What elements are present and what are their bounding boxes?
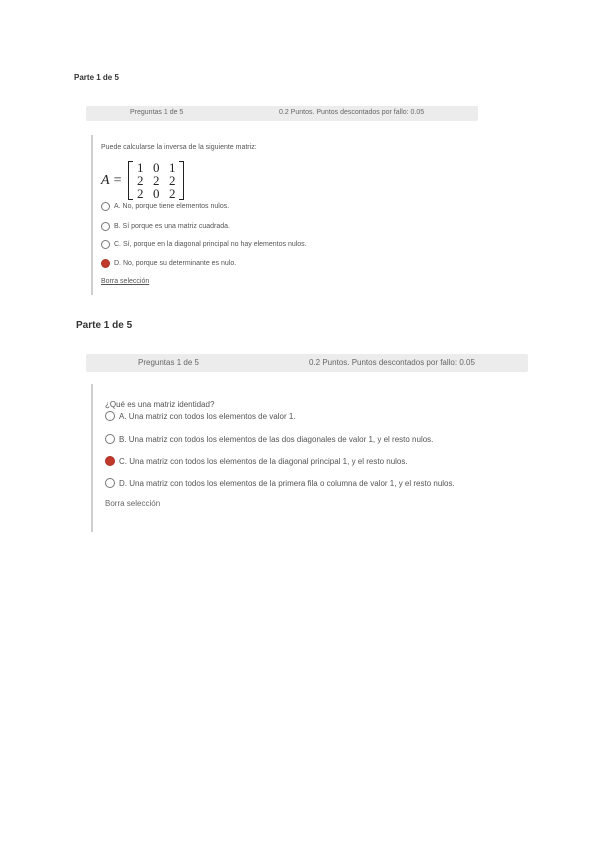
- question-header: [86, 354, 528, 372]
- answer-option-a[interactable]: [105, 411, 296, 421]
- option-label: A. No, porque tiene elementos nulos.: [114, 203, 230, 210]
- question-prompt: ¿Qué es una matriz identidad?: [105, 400, 215, 409]
- answer-option-c[interactable]: [105, 456, 408, 466]
- answer-option-a[interactable]: [101, 202, 229, 211]
- radio-button[interactable]: [105, 434, 115, 444]
- radio-button[interactable]: [105, 456, 115, 466]
- question-header: [86, 106, 478, 121]
- answer-option-b[interactable]: [101, 222, 230, 231]
- question-points: 0.2 Puntos. Puntos descontados por fallo: 0.05: [279, 109, 425, 116]
- question-points: 0.2 Puntos. Puntos descontados por fallo: 0.05: [309, 358, 475, 367]
- option-label: C. Sí, porque en la diagonal principal no hay elementos nulos.: [114, 241, 307, 248]
- radio-button[interactable]: [101, 222, 110, 231]
- option-label: A. Una matriz con todos los elementos de valor 1.: [119, 411, 296, 421]
- option-label: B. Una matriz con todos los elementos de las dos diagonales de valor 1, y el resto nulos.: [119, 434, 434, 444]
- matrix-cell: 1: [169, 160, 176, 175]
- question-counter: Preguntas 1 de 5: [138, 358, 199, 367]
- answer-option-d[interactable]: [101, 259, 236, 268]
- question-body: [91, 384, 95, 532]
- matrix-cell: 0: [153, 186, 160, 201]
- option-label: D. No, porque su determinante es nulo.: [114, 260, 237, 267]
- option-label: B. Sí porque es una matriz cuadrada.: [114, 223, 230, 230]
- matrix-label: A =: [101, 172, 123, 188]
- clear-selection-link[interactable]: Borra selección: [105, 499, 161, 508]
- answer-option-d[interactable]: [105, 478, 455, 488]
- matrix-cell: 0: [153, 160, 160, 175]
- matrix-grid: [128, 161, 184, 200]
- radio-button[interactable]: [101, 202, 110, 211]
- question-body: [91, 135, 95, 295]
- option-label: C. Una matriz con todos los elementos de la diagonal principal 1, y el resto nulos.: [119, 456, 408, 466]
- matrix-cell: 2: [137, 173, 144, 188]
- radio-button[interactable]: [105, 478, 115, 488]
- part-title: Parte 1 de 5: [74, 73, 119, 82]
- clear-selection-link[interactable]: Borra selección: [101, 278, 150, 285]
- option-label: D. Una matriz con todos los elementos de la primera fila o columna de valor 1, y el resto nulos.: [119, 478, 455, 488]
- matrix-cell: 2: [153, 173, 160, 188]
- answer-option-b[interactable]: [105, 434, 433, 444]
- matrix-cell: 2: [169, 173, 176, 188]
- matrix-A: [101, 161, 184, 200]
- part-title: Parte 1 de 5: [76, 320, 133, 331]
- radio-button[interactable]: [105, 411, 115, 421]
- radio-button[interactable]: [101, 259, 110, 268]
- radio-button[interactable]: [101, 240, 110, 249]
- matrix-cell: 1: [137, 160, 144, 175]
- answer-option-c[interactable]: [101, 240, 307, 249]
- matrix-cell: 2: [137, 186, 144, 201]
- matrix-cell: 2: [169, 186, 176, 201]
- question-prompt: Puede calcularse la inversa de la siguiente matriz:: [101, 144, 257, 151]
- question-counter: Preguntas 1 de 5: [130, 109, 184, 116]
